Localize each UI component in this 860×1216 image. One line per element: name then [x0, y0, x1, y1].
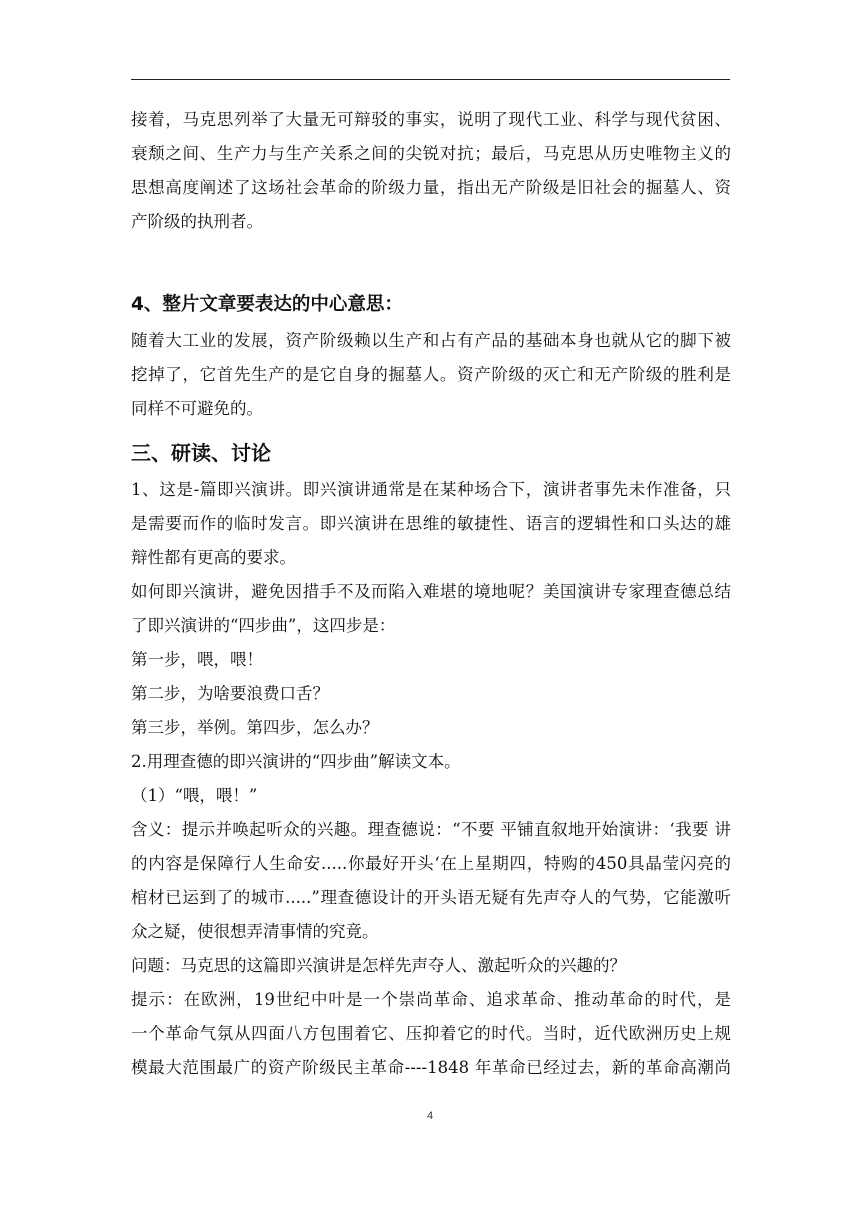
- text-line: 如何即兴演讲，避免因措手不及而陷入难堪的境地呢？美国演讲专家理查德总结: [131, 582, 731, 601]
- text-line: 提示：在欧洲，19世纪中叶是一个崇尚革命、追求革命、推动革命的时代，是: [131, 990, 731, 1009]
- text-line: 了即兴演讲的“四步曲”，这四步是：: [131, 616, 396, 635]
- paragraph-intro: [131, 103, 731, 239]
- text-line: 问题：马克思的这篇即兴演讲是怎样先声夺人、激起听众的兴趣的？: [131, 956, 626, 975]
- text-line: 棺材已运到了的城市.....”理查德设计的开头语无疑有先声夺人的气势，它能激听: [131, 888, 731, 907]
- text-line: 的内容是保障行人生命安.....你最好开头‘在上星期四，特购的450具晶莹闪亮的: [131, 854, 731, 873]
- page-number: 4: [426, 1110, 434, 1122]
- section-heading: 三、研读、讨论: [131, 441, 271, 465]
- text-line: 产阶级的执刑者。: [131, 212, 263, 231]
- section-4: [131, 288, 731, 426]
- text-line: 是需要而作的临时发言。即兴演讲在思维的敏捷性、语言的逻辑性和口头达的雄: [131, 514, 731, 533]
- text-line: （1）“喂，喂！”: [131, 786, 258, 805]
- text-line: 随着大工业的发展，资产阶级赖以生产和占有产品的基础本身也就从它的脚下被: [131, 331, 731, 350]
- text-line: 众之疑，使很想弄清事情的究竟。: [131, 922, 379, 941]
- text-line: 含义：提示并唤起听众的兴趣。理查德说：“不要 平铺直叙地开始演讲：‘我要 讲: [131, 820, 731, 839]
- text-line: 1、这是-篇即兴演讲。即兴演讲通常是在某种场合下，演讲者事先未作准备，只: [131, 480, 731, 499]
- text-line: 第二步，为啥要浪费口舌？: [131, 684, 329, 703]
- text-line: 接着，马克思列举了大量无可辩驳的事实，说明了现代工业、科学与现代贫困、: [131, 110, 731, 129]
- text-line: 第三步，举例。第四步，怎么办？: [131, 718, 379, 737]
- text-line: 一个革命气氛从四面八方包围着它、压抑着它的时代。当时，近代欧洲历史上规: [131, 1024, 731, 1043]
- text-line: 辩性都有更高的要求。: [131, 548, 296, 567]
- text-line: 模最大范围最广的资产阶级民主革命----1848 年革命已经过去，新的革命高潮尚: [131, 1058, 731, 1077]
- text-line: 思想高度阐述了这场社会革命的阶级力量，指出无产阶级是旧社会的掘墓人、资: [131, 178, 731, 197]
- header-rule: [131, 79, 730, 80]
- section-3: [131, 436, 731, 1085]
- text-line: 第一步，喂，喂！: [131, 650, 263, 669]
- text-line: 同样不可避免的。: [131, 399, 263, 418]
- text-line: 2.用理查德的即兴演讲的“四步曲”解读文本。: [131, 752, 461, 771]
- text-line: 衰颓之间、生产力与生产关系之间的尖锐对抗；最后，马克思从历史唯物主义的: [131, 144, 731, 163]
- text-line: 挖掉了，它首先生产的是它自身的掘墓人。资产阶级的灭亡和无产阶级的胜利是: [131, 365, 731, 384]
- section-heading: 4、整片文章要表达的中心意思：: [131, 294, 403, 315]
